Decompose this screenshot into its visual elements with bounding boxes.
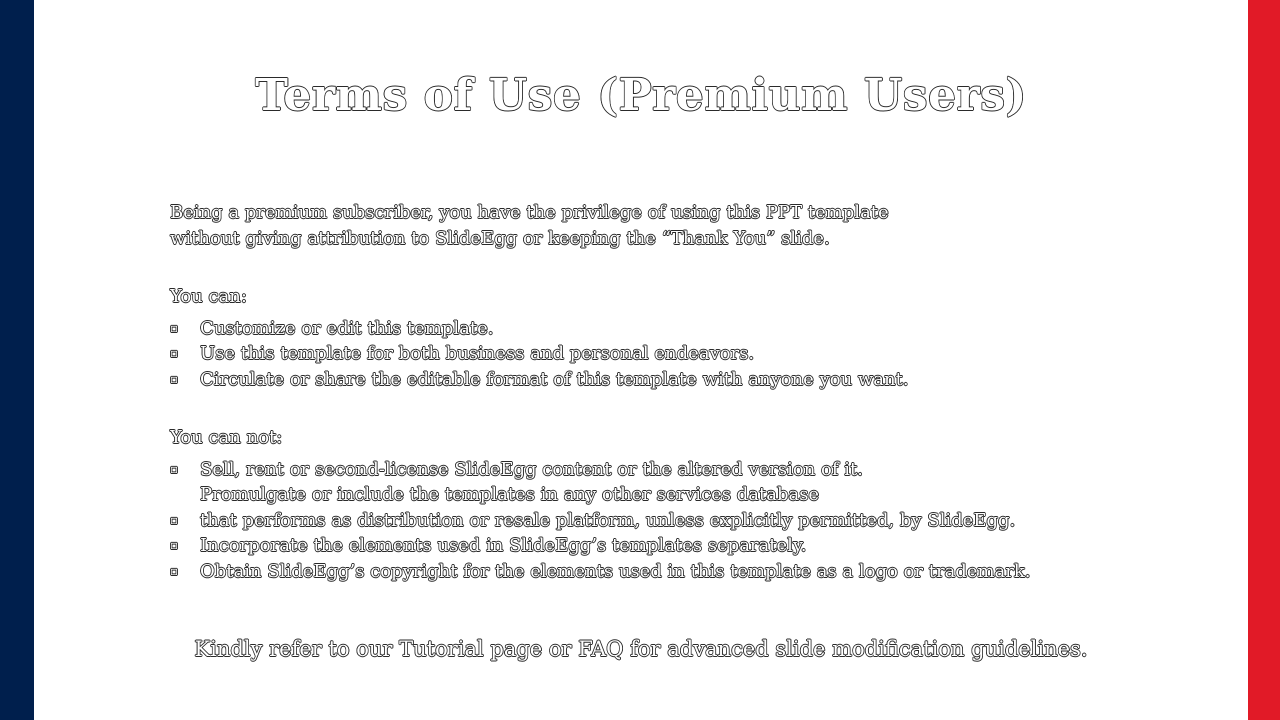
bullet-icon: ▫ (170, 320, 179, 335)
bullet-icon: ▫ (170, 346, 179, 360)
list-item (170, 482, 1070, 508)
list-item-text: Sell, rent or second-license SlideEgg content or the altered version of it. (200, 458, 863, 480)
list-item-text: Circulate or share the editable format of this template with anyone you want. (200, 368, 909, 390)
list-item-text: Customize or edit this template. (200, 317, 494, 339)
list-item-text: that performs as distribution or resale platform, unless explicitly permitted, by SlideEgg. (200, 509, 1016, 531)
bullet-icon: ▫ (170, 563, 179, 578)
intro-line: Being a premium subscriber, you have the privilege of using this PPT template (170, 202, 889, 223)
list-item (170, 316, 1070, 342)
list-item-text: Use this template for both business and personal endeavors. (200, 343, 755, 364)
intro-paragraph (170, 200, 1070, 251)
bullet-icon: ▫ (170, 371, 179, 386)
list-item (170, 533, 1070, 559)
footer-note: Kindly refer to our Tutorial page or FAQ for advanced slide modification guidelines. (194, 637, 1088, 661)
you-can-not-heading: You can not: (170, 427, 283, 448)
list-item-text: Obtain SlideEgg’s copyright for the elements used in this template as a logo or trademark. (200, 560, 1031, 582)
list-item (170, 341, 1070, 367)
page-title: Terms of Use (Premium Users) (255, 70, 1027, 121)
you-can-not-list (170, 457, 1070, 585)
list-item (170, 367, 1070, 393)
list-item-text: Promulgate or include the templates in any other services database (200, 484, 820, 505)
you-can-list (170, 316, 1070, 393)
list-item-text: Incorporate the elements used in SlideEgg’s templates separately. (200, 535, 807, 556)
list-item (170, 508, 1070, 534)
bullet-icon: ▫ (170, 461, 179, 476)
left-accent-bar (0, 0, 34, 720)
terms-content (170, 200, 1070, 584)
right-accent-bar (1248, 0, 1280, 720)
intro-line: without giving attribution to SlideEgg or keeping the “Thank You” slide. (170, 227, 830, 249)
list-item (170, 559, 1070, 585)
you-can-heading: You can: (170, 286, 247, 307)
bullet-icon: ▫ (170, 538, 179, 552)
bullet-icon: ▫ (170, 512, 179, 527)
list-item (170, 457, 1070, 483)
